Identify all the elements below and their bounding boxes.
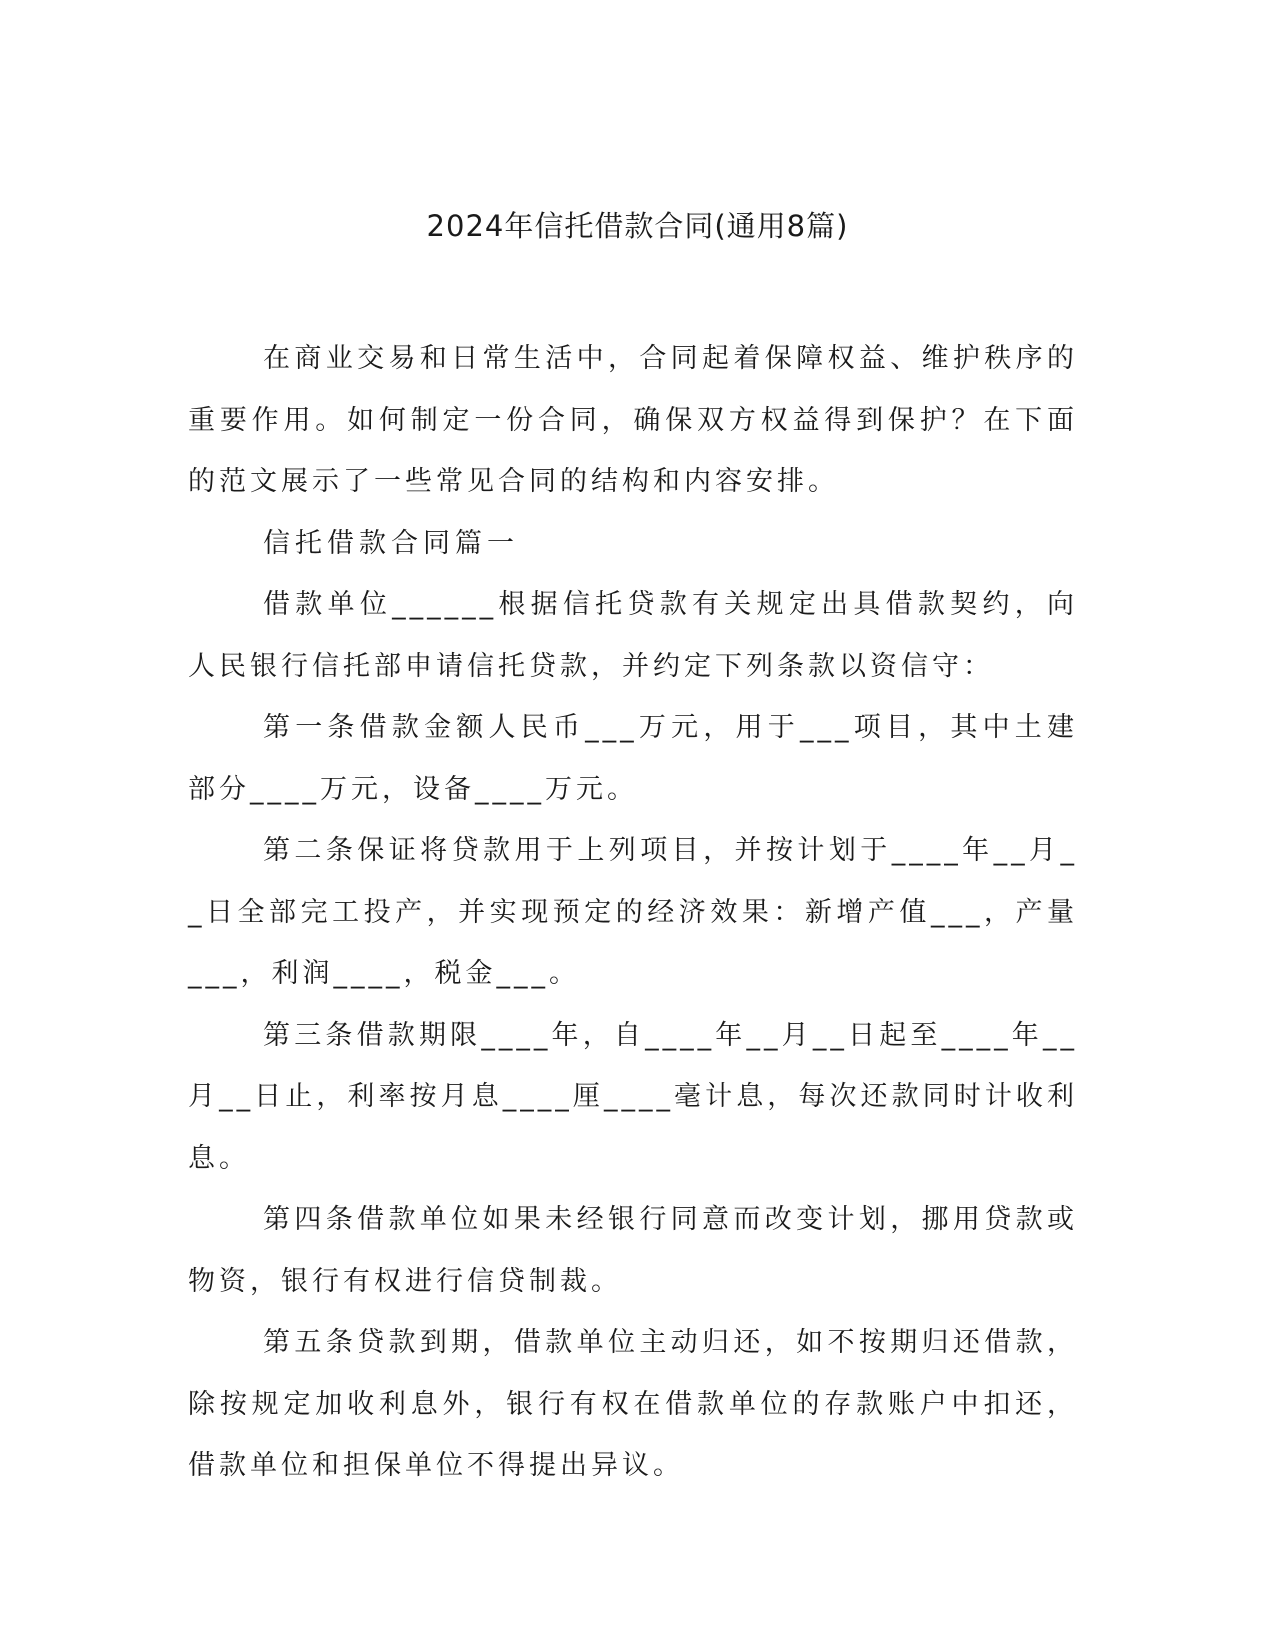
document-body — [188, 328, 1078, 1497]
article-1: 第一条借款金额人民币___万元，用于___项目，其中土建部分____万元，设备____万元。 — [188, 712, 1078, 805]
contract-preamble: 借款单位______根据信托贷款有关规定出具借款契约，向人民银行信托部申请信托贷款，并约定下列条款以资信守： — [188, 589, 1078, 682]
document-title: 2024年信托借款合同(通用8篇) — [426, 209, 849, 243]
article-3: 第三条借款期限____年，自____年__月__日起至____年__月__日止，利率按月息____厘____毫计息，每次还款同时计收利息。 — [188, 1019, 1078, 1174]
section-heading: 信托借款合同篇一 — [263, 527, 519, 559]
article-2: 第二条保证将贷款用于上列项目，并按计划于____年__月__日全部完工投产，并实现预定的经济效果：新增产值___，产量___，利润____，税金___。 — [188, 835, 1078, 989]
article-4: 第四条借款单位如果未经银行同意而改变计划，挪用贷款或物资，银行有权进行信贷制裁。 — [188, 1204, 1078, 1297]
article-5: 第五条贷款到期，借款单位主动归还，如不按期归还借款，除按规定加收利息外，银行有权在借款单位的存款账户中扣还，借款单位和担保单位不得提出异议。 — [188, 1327, 1078, 1481]
intro-paragraph: 在商业交易和日常生活中，合同起着保障权益、维护秩序的重要作用。如何制定一份合同，确保双方权益得到保护？在下面的范文展示了一些常见合同的结构和内容安排。 — [188, 343, 1078, 497]
